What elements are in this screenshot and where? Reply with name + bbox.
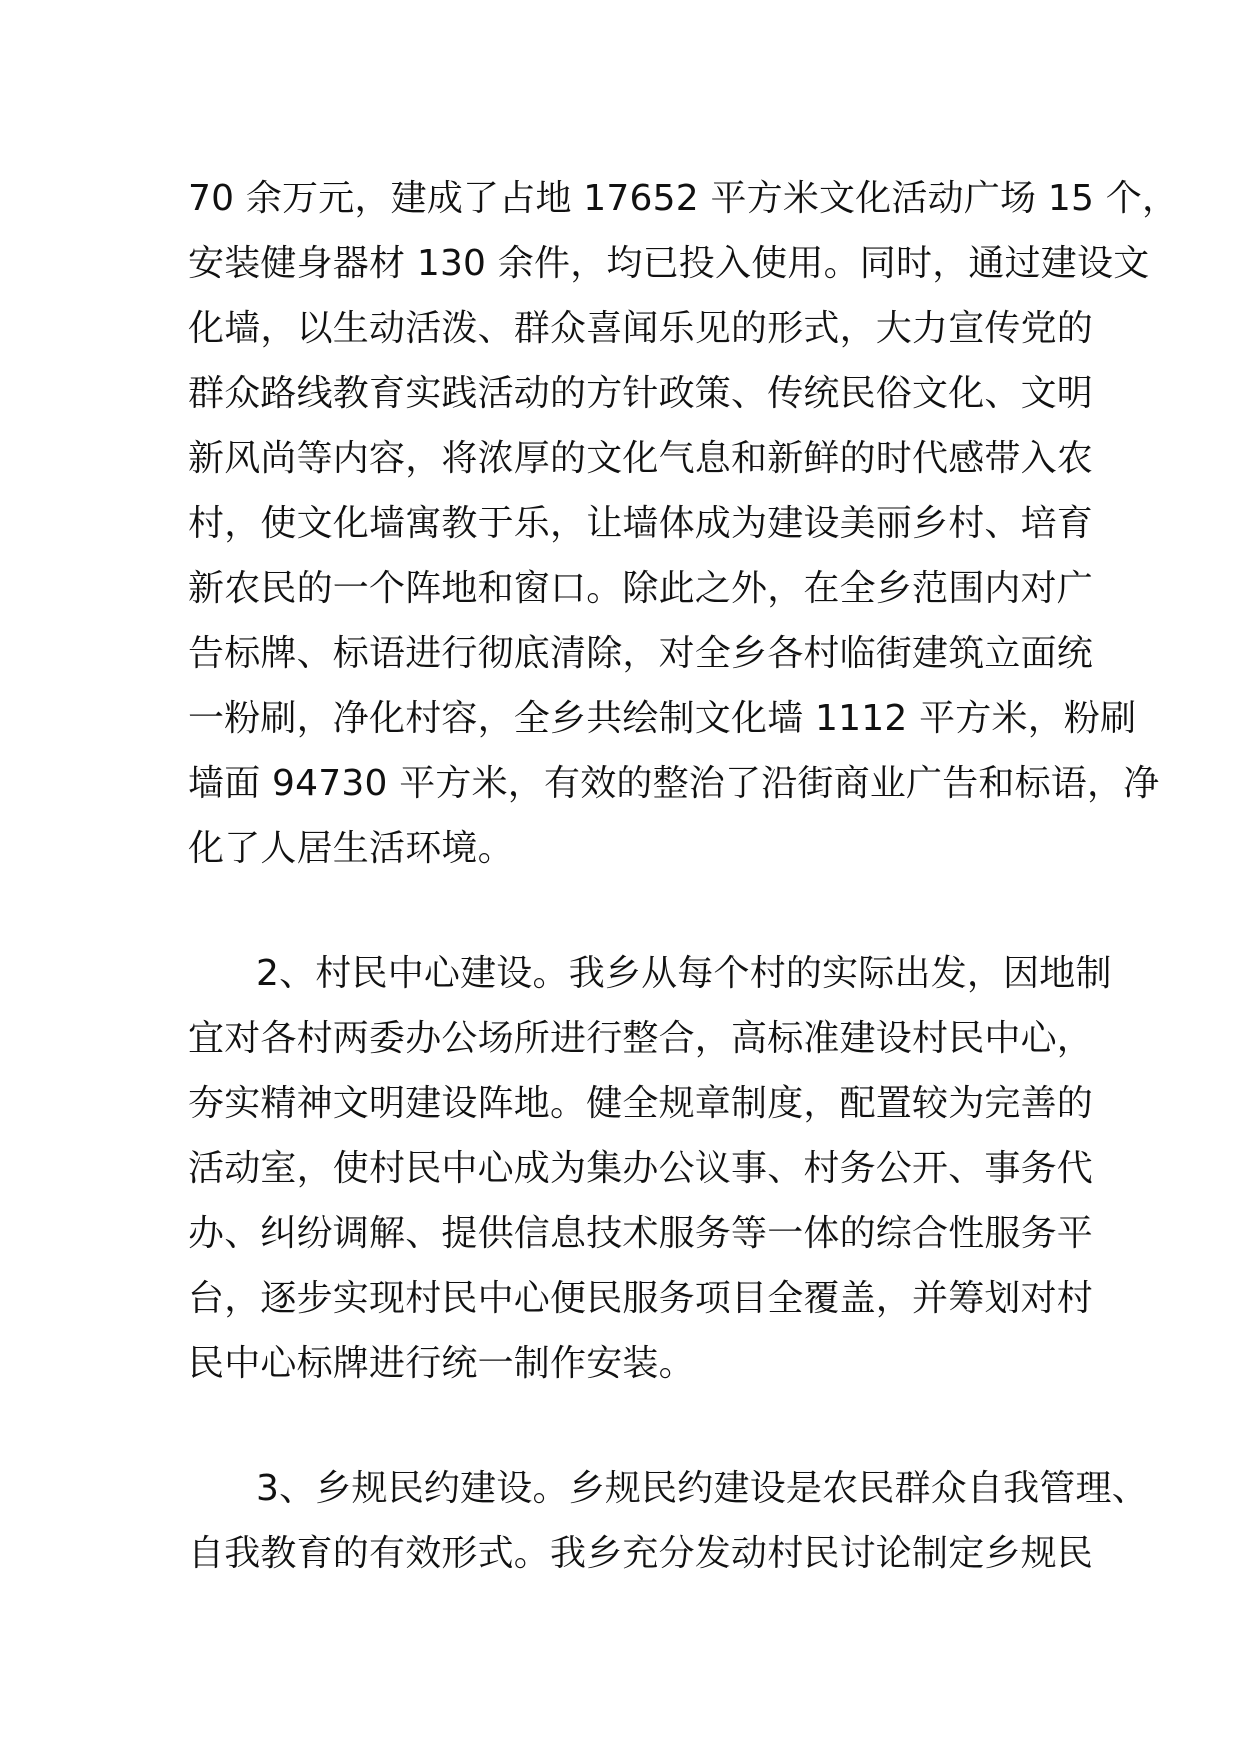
paragraph-line: 告标牌、标语进行彻底清除，对全乡各村临街建筑立面统 [188, 633, 1094, 674]
paragraph-line: 办、纠纷调解、提供信息技术服务等一体的综合性服务平 [188, 1213, 1094, 1254]
paragraph-line: 墙面 94730 平方米，有效的整治了沿街商业广告和标语，净 [188, 763, 1160, 804]
paragraph-line: 化了人居生活环境。 [188, 828, 514, 869]
paragraph-line: 自我教育的有效形式。我乡充分发动村民讨论制定乡规民 [188, 1533, 1094, 1574]
paragraph-line: 活动室，使村民中心成为集办公议事、村务公开、事务代 [188, 1148, 1094, 1189]
paragraph-line: 民中心标牌进行统一制作安装。 [188, 1343, 695, 1384]
paragraph-line: 夯实精神文明建设阵地。健全规章制度，配置较为完善的 [188, 1083, 1094, 1124]
paragraph-line: 台，逐步实现村民中心便民服务项目全覆盖，并筹划对村 [188, 1278, 1094, 1319]
paragraph-line: 新农民的一个阵地和窗口。除此之外，在全乡范围内对广 [188, 568, 1094, 609]
paragraph-line: 化墙，以生动活泼、群众喜闻乐见的形式，大力宣传党的 [188, 308, 1094, 349]
paragraph-first-line: 3、乡规民约建设。乡规民约建设是农民群众自我管理、 [256, 1468, 1148, 1509]
paragraph-line: 村，使文化墙寓教于乐，让墙体成为建设美丽乡村、培育 [188, 503, 1094, 544]
paragraph-line: 安装健身器材 130 余件，均已投入使用。同时，通过建设文 [188, 243, 1150, 284]
paragraph-line: 群众路线教育实践活动的方针政策、传统民俗文化、文明 [188, 373, 1094, 414]
paragraph-first-line: 2、村民中心建设。我乡从每个村的实际出发，因地制 [256, 953, 1112, 994]
paragraph-line: 一粉刷，净化村容，全乡共绘制文化墙 1112 平方米，粉刷 [188, 698, 1137, 739]
paragraph-line: 宜对各村两委办公场所进行整合，高标准建设村民中心， [188, 1018, 1094, 1059]
paragraph-line: 70 余万元，建成了占地 17652 平方米文化活动广场 15 个， [188, 178, 1179, 219]
paragraph-line: 新风尚等内容，将浓厚的文化气息和新鲜的时代感带入农 [188, 438, 1094, 479]
